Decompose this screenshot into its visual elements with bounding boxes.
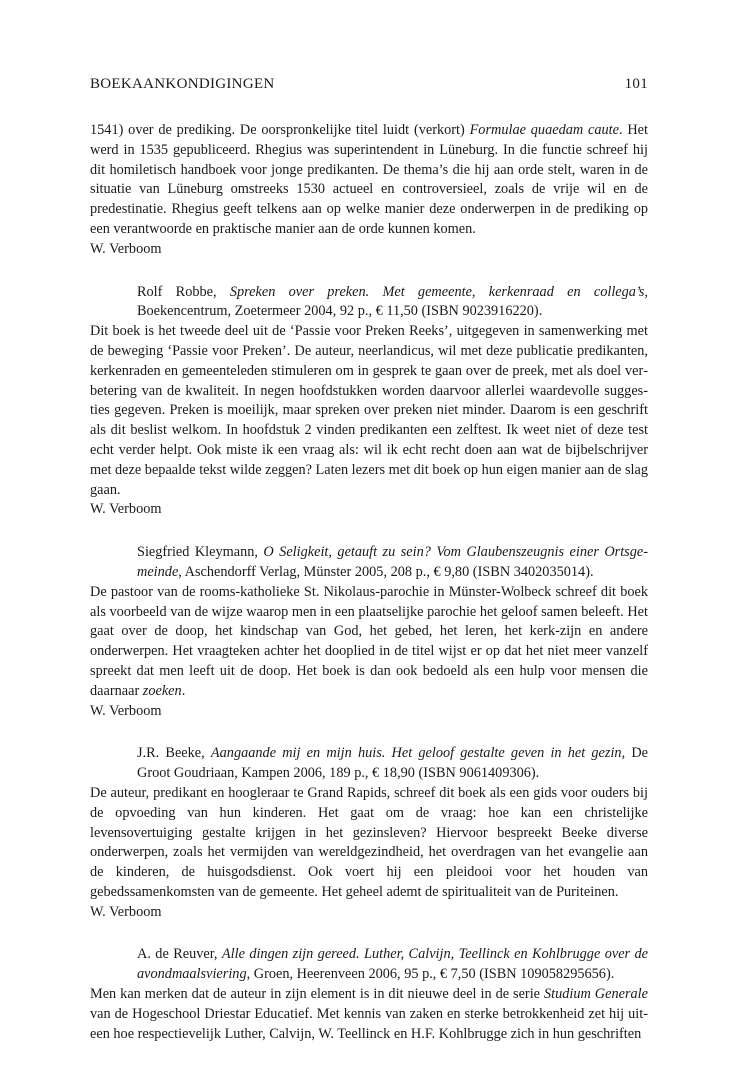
running-header: [90, 76, 648, 93]
review-text: De auteur, predikant en hoogleraar te Grand Rapids, schreef dit boek als een gids voor ouders bij de opvoeding van hun kinderen. Het gaat om de vraag: hoe kan een christelijke levensovertuiging gestalte krijgen in het gezinsleven? Hiervoor bespreekt Beeke diverse onderwerpen, zoals het vermijden van wereldgezindheid, het overdragen van het evangelie aan de kinderen, de huisgodsdienst. Ook voert hij een pleidooi voor het houden van gebedssamenkomsten van de gemeente. Het geheel ademt de spiritualiteit van de Puriteinen.: [90, 784, 648, 900]
page-number: 101: [624, 76, 648, 92]
review-text: 1541) over de prediking. De oorspronkelijke titel luidt (verkort) Formulae quaedam caute. Het werd in 1535 gepubliceerd. Rhegius was superintendent in Lüneburg. In die functie schreef hij dit homiletisch handboek voor jonge predikanten. De thema’s die hij aan orde stelt, waren in de situatie van Lüneburg omstreeks 1530 actueel en controversieel, zoals de vrije wil en de predestinatie. Rhegius geeft telkens aan op welke manier deze onderwerpen in de prediking op een verantwoorde en praktische manier aan de orde kunnen komen.: [90, 122, 648, 237]
review-robbe: [90, 283, 648, 521]
reviewer-signature: W. Verboom: [90, 903, 162, 920]
book-citation: Siegfried Kleymann, O Seligkeit, getauft zu sein? Vom Glaubenszeugnis einer Ortsgemeinde, Aschendorff Verlag, Münster 2005, 208 p., € 9,80 (ISBN 3402035014).: [137, 544, 649, 580]
review-column: [90, 121, 648, 1044]
reviewer-signature: W. Verboom: [90, 240, 162, 257]
book-citation: A. de Reuver, Alle dingen zijn gereed. Luther, Calvijn, Teellinck en Kohlbrugge over de avondmaalsviering, Groen, Heerenveen 2006, 95 p., € 7,50 (ISBN 109058295656).: [137, 946, 648, 983]
review-beeke: [90, 744, 648, 922]
review-kleymann: [90, 543, 648, 721]
reviewer-signature: W. Verboom: [90, 501, 162, 518]
review-de-reuver: [90, 945, 648, 1044]
review-text: Dit boek is het tweede deel uit de ‘Passie voor Preken Reeks’, uitgegeven in samenwerking met de beweging ‘Passie voor Preken’. De auteur, neerlandicus, wil met deze publicatie predikanten, kerkenraden en gemeenteleden stimuleren om in gesprek te gaan over de preek, met als doel verbetering van de kwaliteit. In negen hoofdstukken worden daarvoor allerlei waardevolle suggesties gegeven. Preken is moeilijk, maar spreken over preken niet minder. Daarom is een geschrift als dit beslist welkom. In hoofdstuk 2 vinden predikanten een zelftest. Ik weet niet of deze test echt verder helpt. Ook miste ik een vraag als: wil ik echt recht doen aan wat de bijbelschrijver met deze bepaalde tekst wilde zeggen? Laten lezers met dit boek op hun eigen manier aan de slag gaan.: [90, 323, 648, 498]
review-text: Men kan merken dat de auteur in zijn element is in dit nieuwe deel in de serie Studium Generale van de Hogeschool Driestar Educatief. Met kennis van zaken en sterke betrokkenheid zet hij uiteen hoe respectievelijk Luther, Calvijn, W. Teellinck en H.F. Kohlbrugge zich in hun geschriften: [90, 986, 649, 1042]
review-text: De pastoor van de rooms-katholieke St. Nikolaus-parochie in Münster-Wolbeck schreef dit boek als voorbeeld van de wijze waarop men in een plaatselijke parochie het geloof samen beleeft. Het gaat over de doop, het kindschap van God, het gebed, het leren, het kerk-zijn en andere onderwerpen. Het vraagteken achter het dooplied in de titel wijst er op dat het niet meer vanzelf spreekt dat men leeft uit de doop. Het boek is dan ook bedoeld als een hulp voor mensen die daarnaar zoeken.: [90, 583, 648, 699]
header-title: BOEKAANKONDIGINGEN: [90, 76, 275, 92]
book-citation: Rolf Robbe, Spreken over preken. Met gemeente, kerkenraad en collega’s, Boekencentrum, Zoetermeer 2004, 92 p., € 11,50 (ISBN 9023916220).: [137, 283, 648, 320]
book-citation: J.R. Beeke, Aangaande mij en mijn huis. Het geloof gestalte geven in het gezin, De Groot Goudriaan, Kampen 2006, 189 p., € 18,90 (ISBN 9061409306).: [137, 745, 649, 782]
review-rhegius: [90, 121, 648, 260]
reviewer-signature: W. Verboom: [90, 702, 162, 719]
